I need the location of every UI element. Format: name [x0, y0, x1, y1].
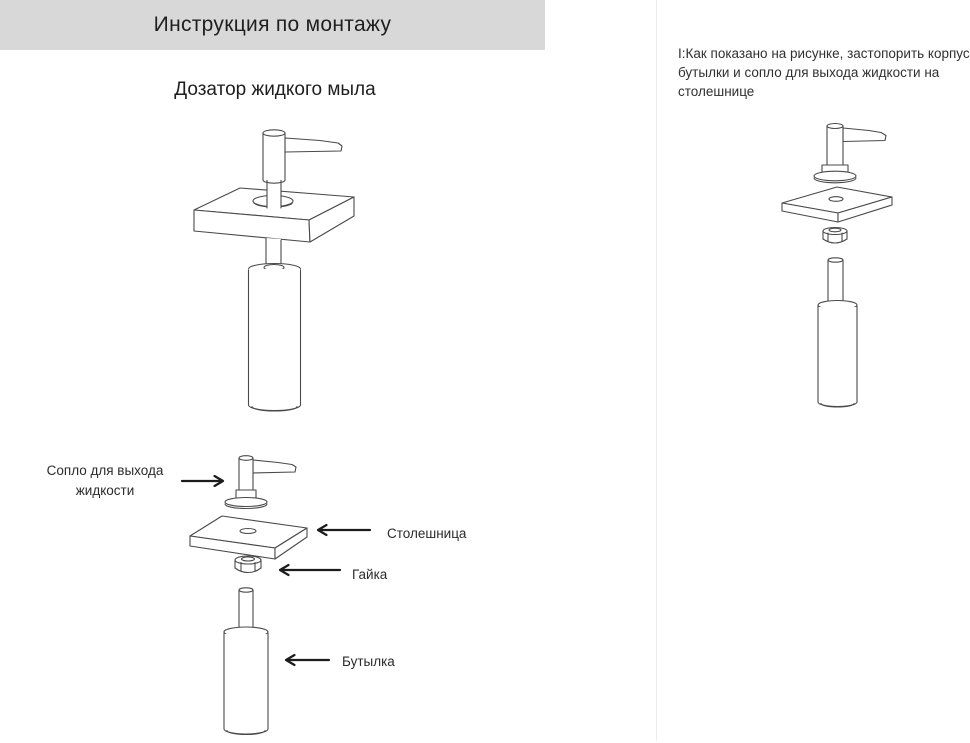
product-title: Дозатор жидкого мыла	[174, 79, 376, 100]
nozzle-pump-head	[225, 456, 296, 509]
countertop-plate	[190, 516, 307, 559]
nut	[823, 228, 847, 244]
countertop-plate	[782, 187, 892, 222]
assembled-dispenser-diagram	[150, 118, 400, 418]
arrow-left-countertop-icon	[318, 525, 370, 535]
arrow-left-nut-icon	[280, 565, 340, 575]
arrow-right-icon	[182, 476, 223, 486]
bottle	[224, 588, 268, 735]
arrow-left-bottle-icon	[286, 655, 329, 665]
label-nozzle: Сопло для выхода жидкости	[46, 463, 164, 498]
bottle	[818, 258, 857, 407]
exploded-dispenser-diagram-small	[765, 118, 905, 418]
step-note: I:Как показано на рисунке, застопорить корпус бутылки и сопло для выхода жидкости на столешнице	[678, 46, 970, 99]
divider-line	[656, 0, 657, 741]
label-nut: Гайка	[352, 567, 388, 582]
header-bar	[0, 0, 545, 50]
label-bottle: Бутылка	[342, 654, 395, 669]
page-title: Инструкция по монтажу	[153, 13, 392, 36]
nozzle-pump-head	[814, 124, 886, 183]
nut	[235, 556, 261, 573]
bottle	[249, 264, 301, 412]
label-countertop: Столешница	[387, 526, 467, 541]
